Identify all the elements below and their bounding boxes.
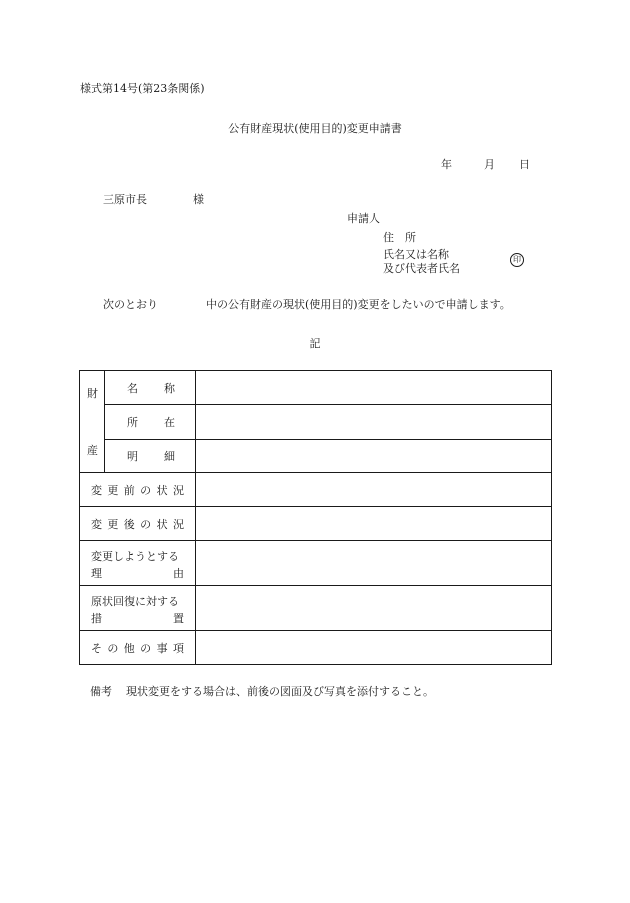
addressee-name: 三原市長 bbox=[103, 193, 147, 206]
applicant-name-label: 氏名又は名称 bbox=[383, 248, 449, 261]
label-reason-line1: 変更しようとする bbox=[91, 550, 179, 563]
label-char: 在 bbox=[164, 415, 175, 429]
label-char: の bbox=[107, 641, 119, 655]
input-other-matters[interactable] bbox=[196, 631, 552, 665]
label-char: 状 bbox=[156, 483, 168, 497]
form-number: 様式第14号(第23条関係) bbox=[80, 82, 205, 95]
property-label-cell bbox=[80, 371, 105, 473]
label-char: の bbox=[140, 483, 152, 497]
label-char: 況 bbox=[172, 483, 184, 497]
input-restoration-measures[interactable] bbox=[196, 586, 552, 631]
label-char: の bbox=[140, 641, 152, 655]
label-char: 称 bbox=[164, 381, 175, 395]
input-after-status[interactable] bbox=[196, 507, 552, 541]
label-detail bbox=[105, 439, 196, 472]
label-char: そ bbox=[91, 641, 102, 655]
document-title: 公有財産現状(使用目的)変更申請書 bbox=[228, 122, 402, 135]
label-char: 事 bbox=[156, 641, 168, 655]
applicant-address-label: 住 所 bbox=[383, 231, 416, 244]
label-char: 項 bbox=[172, 641, 184, 655]
label-char: 況 bbox=[172, 517, 184, 531]
applicant-label: 申請人 bbox=[347, 212, 380, 225]
date-year-label: 年 bbox=[441, 158, 452, 171]
label-char: 状 bbox=[156, 517, 168, 531]
input-before-status[interactable] bbox=[196, 473, 552, 507]
input-location[interactable] bbox=[196, 405, 552, 439]
label-char: 他 bbox=[123, 641, 135, 655]
property-label-bottom: 産 bbox=[87, 444, 98, 457]
statement bbox=[103, 299, 511, 310]
date-line bbox=[441, 159, 530, 170]
date-day-label: 日 bbox=[519, 158, 530, 171]
seal-mark-icon: 印 bbox=[510, 253, 524, 267]
statement-lead: 次のとおり bbox=[103, 298, 158, 311]
label-char: 名 bbox=[127, 381, 138, 395]
date-month-label: 月 bbox=[484, 158, 495, 171]
label-char: の bbox=[140, 517, 152, 531]
label-char: 理 bbox=[91, 567, 102, 580]
label-before-status bbox=[80, 473, 196, 507]
label-char: 更 bbox=[107, 483, 119, 497]
label-location bbox=[105, 405, 196, 439]
label-char: 置 bbox=[173, 612, 184, 625]
input-name[interactable] bbox=[196, 371, 552, 405]
label-reason bbox=[80, 541, 196, 586]
label-after-status bbox=[80, 507, 196, 541]
property-label-top: 財 bbox=[87, 387, 98, 400]
ki-heading: 記 bbox=[309, 337, 321, 350]
label-restoration-measures bbox=[80, 586, 196, 631]
addressee bbox=[103, 194, 204, 205]
detail-table bbox=[79, 370, 552, 665]
label-char: 措 bbox=[91, 612, 102, 625]
label-char: 細 bbox=[164, 449, 175, 463]
remarks bbox=[90, 686, 434, 697]
label-char: 所 bbox=[127, 415, 138, 429]
label-char: 明 bbox=[127, 449, 138, 463]
label-restoration-line1: 原状回復に対する bbox=[91, 595, 179, 608]
label-char: 変 bbox=[91, 483, 102, 497]
label-name bbox=[105, 371, 196, 405]
label-char: 後 bbox=[123, 517, 135, 531]
input-detail[interactable] bbox=[196, 439, 552, 472]
input-reason[interactable] bbox=[196, 541, 552, 586]
remarks-text: 現状変更をする場合は、前後の図面及び写真を添付すること。 bbox=[126, 685, 434, 698]
applicant-representative-label: 及び代表者氏名 bbox=[383, 262, 460, 275]
label-char: 更 bbox=[107, 517, 119, 531]
label-char: 変 bbox=[91, 517, 102, 531]
label-char: 由 bbox=[173, 567, 184, 580]
addressee-honorific: 様 bbox=[193, 193, 204, 206]
remarks-lead: 備考 bbox=[90, 685, 112, 698]
statement-body: 中の公有財産の現状(使用目的)変更をしたいので申請します。 bbox=[206, 298, 511, 311]
label-char: 前 bbox=[123, 483, 135, 497]
label-other-matters bbox=[80, 631, 196, 665]
